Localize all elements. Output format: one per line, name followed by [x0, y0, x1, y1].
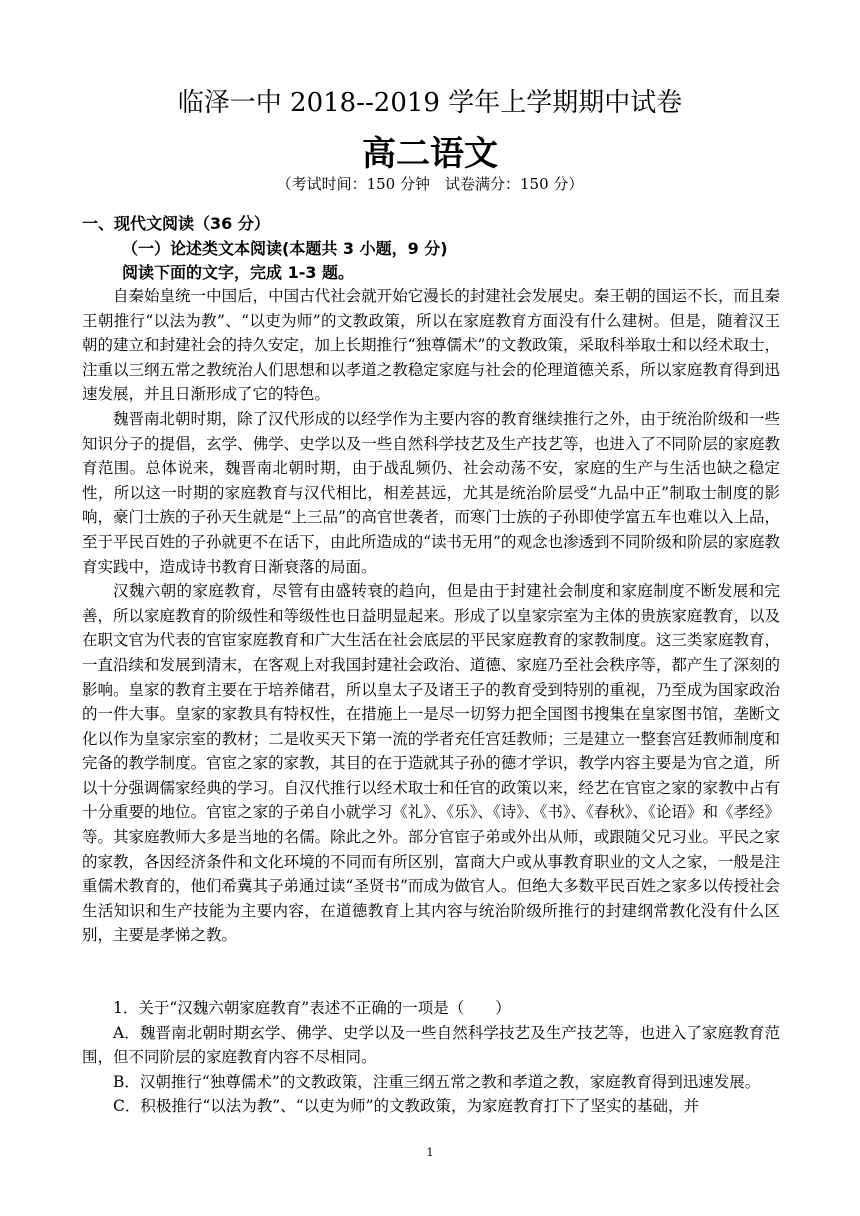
section-heading: 一、现代文阅读（36 分）	[82, 214, 270, 233]
passage-paragraph-2: 魏晋南北朝时期，除了汉代形成的以经学作为主要内容的教育继续推行之外，由于统治阶级和一些知识分子的提倡，玄学、佛学、史学以及一些自然科学技艺及生产技艺等，也进入了不同阶层的家庭教育范围。总体说来，魏晋南北朝时期，由于战乱频仍、社会动荡不安，家庭的生产与生活也缺之稳定性，所以这一时期的家庭教育与汉代相比，相差甚远，尤其是统治阶层受“九品中正”制取士制度的影响，豪门士族的子孙天生就是“上三品”的高官世袭者，而寒门士族的子孙即使学富五车也难以入上品，至于平民百姓的子孙就更不在话下，由此所造成的“读书无用”的观念也渗透到不同阶级和阶层的家庭教育实践中，造成诗书教育日渐衰落的局面。	[82, 409, 780, 576]
option-b: B．汉朝推行“独尊儒术”的文教政策，注重三纲五常之教和孝道之教，家庭教育得到迅速发展。	[113, 1072, 761, 1091]
page-number: 1	[426, 1146, 434, 1159]
option-a: A．魏晋南北朝时期玄学、佛学、史学以及一些自然科学技艺及生产技艺等，也进入了家庭教育范围，但不同阶层的家庭教育内容不尽相同。	[82, 1023, 780, 1067]
reading-instruction: 阅读下面的文字，完成 1-3 题。	[122, 263, 355, 282]
passage-paragraph-3: 汉魏六朝的家庭教育，尽管有由盛转衰的趋向，但是由于封建社会制度和家庭制度不断发展和完善，所以家庭教育的阶级性和等级性也日益明显起来。形成了以皇家宗室为主体的贵族家庭教育，以及在职文官为代表的官宦家庭教育和广大生活在社会底层的平民家庭教育的家教制度。这三类家庭教育，一直沿续和发展到清末，在客观上对我国封建社会政治、道德、家庭乃至社会秩序等，都产生了深刻的影响。皇家的教育主要在于培养储君，所以皇太子及诸王子的教育受到特别的重视，乃至成为国家政治的一件大事。皇家的家教具有特权性，在措施上一是尽一切努力把全国图书搜集在皇家图书馆，垄断文化以作为皇家宗室的教材；二是收买天下第一流的学者充任宫廷教师；三是建立一整套宫廷教师制度和完备的教学制度。官宦之家的家教，其目的在于造就其子孙的德才学识，教学内容主要是为官之道，所以十分强调儒家经典的学习。自汉代推行以经术取士和任官的政策以来，经艺在官宦之家的家教中占有十分重要的地位。官宦之家的子弟自小就学习《礼》、《乐》、《诗》、《书》、《春秋》、《论语》和《孝经》等。其家庭教师大多是当地的名儒。除此之外。部分官宦子弟或外出从师，或跟随父兄习业。平民之家的家教，各因经济条件和文化环境的不同而有所区别，富商大户或从事教育职业的文人之家，一般是注重儒术教育的，他们希冀其子弟通过读“圣贤书”而成为做官人。但绝大多数平民百姓之家多以传授社会生活知识和生产技能为主要内容，在道德教育上其内容与统治阶级所推行的封建纲常教化没有什么区别，主要是孝悌之教。	[82, 582, 780, 945]
option-c: C．积极推行“以法为教”、“以吏为师”的文教政策，为家庭教育打下了坚实的基础，并	[113, 1097, 700, 1116]
passage-paragraph-1: 自秦始皇统一中国后，中国古代社会就开始它漫长的封建社会发展史。秦王朝的国运不长，而且秦王朝推行“以法为教”、“以吏为师”的文教政策，所以在家庭教育方面没有什么建树。但是，随着汉王朝的建立和封建社会的持久安定，加上长期推行“独尊儒术”的文教政策，采取科举取士和以经术取士，注重以三纲五常之教统治人们思想和以孝道之教稳定家庭与社会的伦理道德关系，所以家庭教育得到迅速发展，并且日渐形成了它的特色。	[82, 287, 780, 404]
reading-passage	[82, 284, 780, 948]
question-1	[82, 996, 780, 1119]
question-stem: 1．关于“汉魏六朝家庭教育”表述不正确的一项是（ ）	[113, 999, 511, 1017]
exam-meta: （考试时间：150 分钟 试卷满分：150 分）	[276, 175, 584, 193]
subsection-heading: （一）论述类文本阅读(本题共 3 小题，9 分)	[122, 239, 448, 258]
exam-title: 临泽一中 2018--2019 学年上学期期中试卷	[177, 88, 683, 118]
subject-title: 高二语文	[362, 134, 498, 174]
